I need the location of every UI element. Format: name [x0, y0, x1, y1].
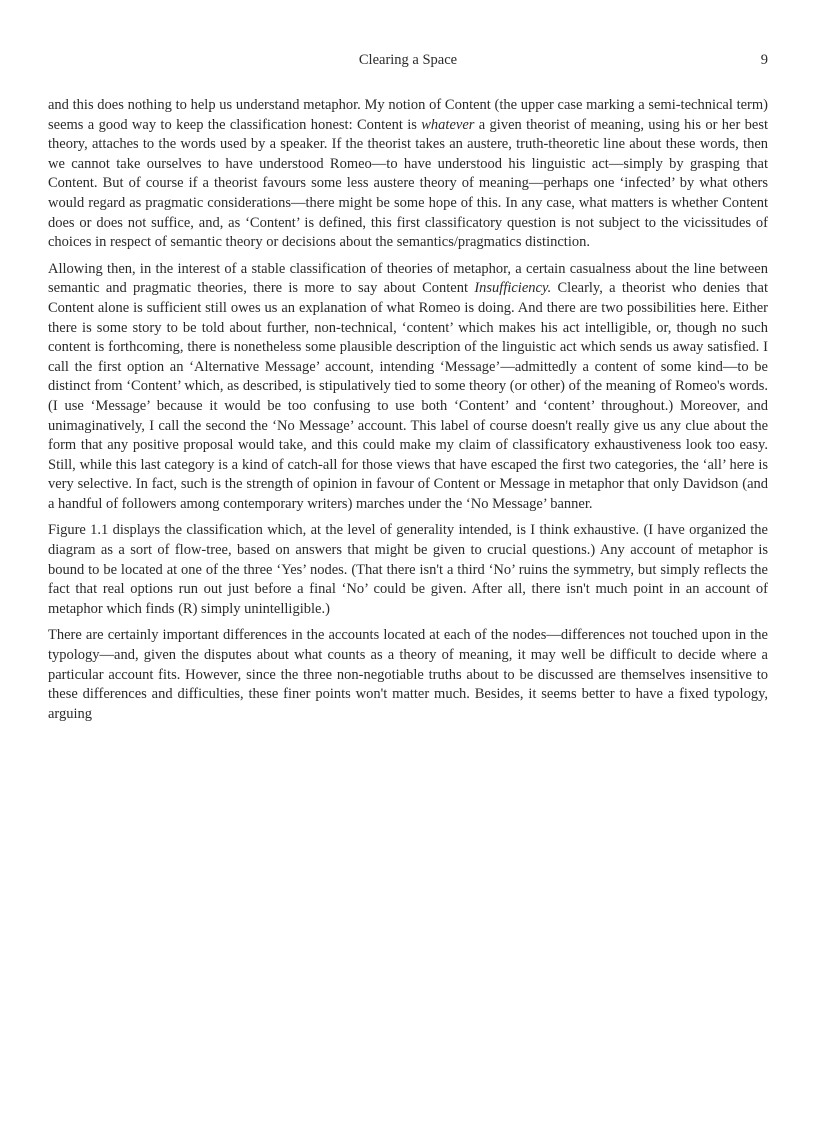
running-title: Clearing a Space — [358, 52, 458, 68]
paragraph-1 — [48, 96, 768, 253]
paragraph-3-text: Figure 1.1 displays the classification which, at the level of generality intended, is I think exhaustive. (I have organized the diagram as a sort of flow-tree, based on answers that might be given to crucial questions.) Any account of metaphor is bound to be located at one of the three ‘Yes’ nodes. (That there isn't a third ‘No’ ruins the symmetry, but simply reflects the fact that real options run out just before a final ‘No’ could be given. After all, there isn't much point in an account of metaphor which finds (R) simply unintelligible.) — [48, 522, 768, 617]
paragraph-4 — [48, 626, 768, 724]
paragraph-2 — [48, 260, 768, 515]
paragraph-2-emphasis-insufficiency: Insufficiency. — [474, 280, 552, 297]
paragraph-4-text: There are certainly important differences in the accounts located at each of the nodes—differences not touched upon in the typology—and, given the disputes about what counts as a theory of meaning, it may well be difficult to decide where a particular account fits. However, since the three non-negotiable truths about to be discussed are themselves insensitive to these differences and difficulties, these finer points won't matter much. Besides, it seems better to have a fixed typology, arguing — [48, 627, 768, 722]
paragraph-1-text-b: a given theorist of meaning, using his or her best theory, attaches to the words used by a speaker. If the theorist takes an austere, truth-theoretic line about these words, then we cannot take ourselves to have understood Romeo—to have understood his linguistic act—simply by grasping that Content. But of course if a theorist favours some less austere theory of meaning—perhaps one ‘infected’ by what others would regard as pragmatic considerations—there might be some hope of this. In any case, what matters is whether Content does or does not suffice, and, as ‘Content’ is defined, this first classificatory question is not subject to the vicissitudes of choices in respect of semantic theory or decisions about the semantics/pragmatics distinction. — [48, 116, 768, 251]
running-header — [48, 50, 768, 70]
paragraph-3 — [48, 521, 768, 619]
document-page — [48, 0, 768, 1123]
paragraph-1-emphasis-whatever: whatever — [421, 116, 475, 133]
page-number: 9 — [760, 52, 768, 68]
paragraph-2-text-a: Allowing then, in the interest of a stable classification of theories of metaphor, a certain casualness about the line between semantic and pragmatic theories, there is more to say about Content — [48, 260, 768, 297]
paragraph-1-text-a: and this does nothing to help us understand metaphor. My notion of Content (the upper case marking a semi-technical term) seems a good way to keep the classification honest: Content is — [48, 97, 768, 133]
body-text — [48, 96, 768, 731]
paragraph-2-text-b: Clearly, a theorist who denies that Content alone is sufficient still owes us an explanation of what Romeo is doing. And there are two possibilities here. Either there is some story to be told about further, non-technical, ‘content’ which makes his act intelligible, or, though no such content is forthcoming, there is nonetheless some plausible description of the linguistic act which sends us away satisfied. I call the first option an ‘Alternative Message’ account, intending ‘Message’—admittedly a content of some kind—to be distinct from ‘Content’ which, as described, is stipulatively tied to some theory (or other) of the meaning of Romeo's words. (I use ‘Message’ because it would be too confusing to use both ‘Content’ and ‘content’ throughout.) Moreover, and unimaginatively, I call the second the ‘No Message’ account. This label of course doesn't really give us any clue about the form that any positive proposal would take, and this could make my claim of classificatory exhaustiveness look too easy. Still, while this last category is a kind of catch-all for those views that have escaped the first two categories, the ‘all’ here is very selective. In fact, such is the strength of opinion in favour of Content or Message in metaphor that only Davidson (and a handful of followers among contemporary writers) marches under the ‘No Message’ banner. — [48, 280, 768, 512]
